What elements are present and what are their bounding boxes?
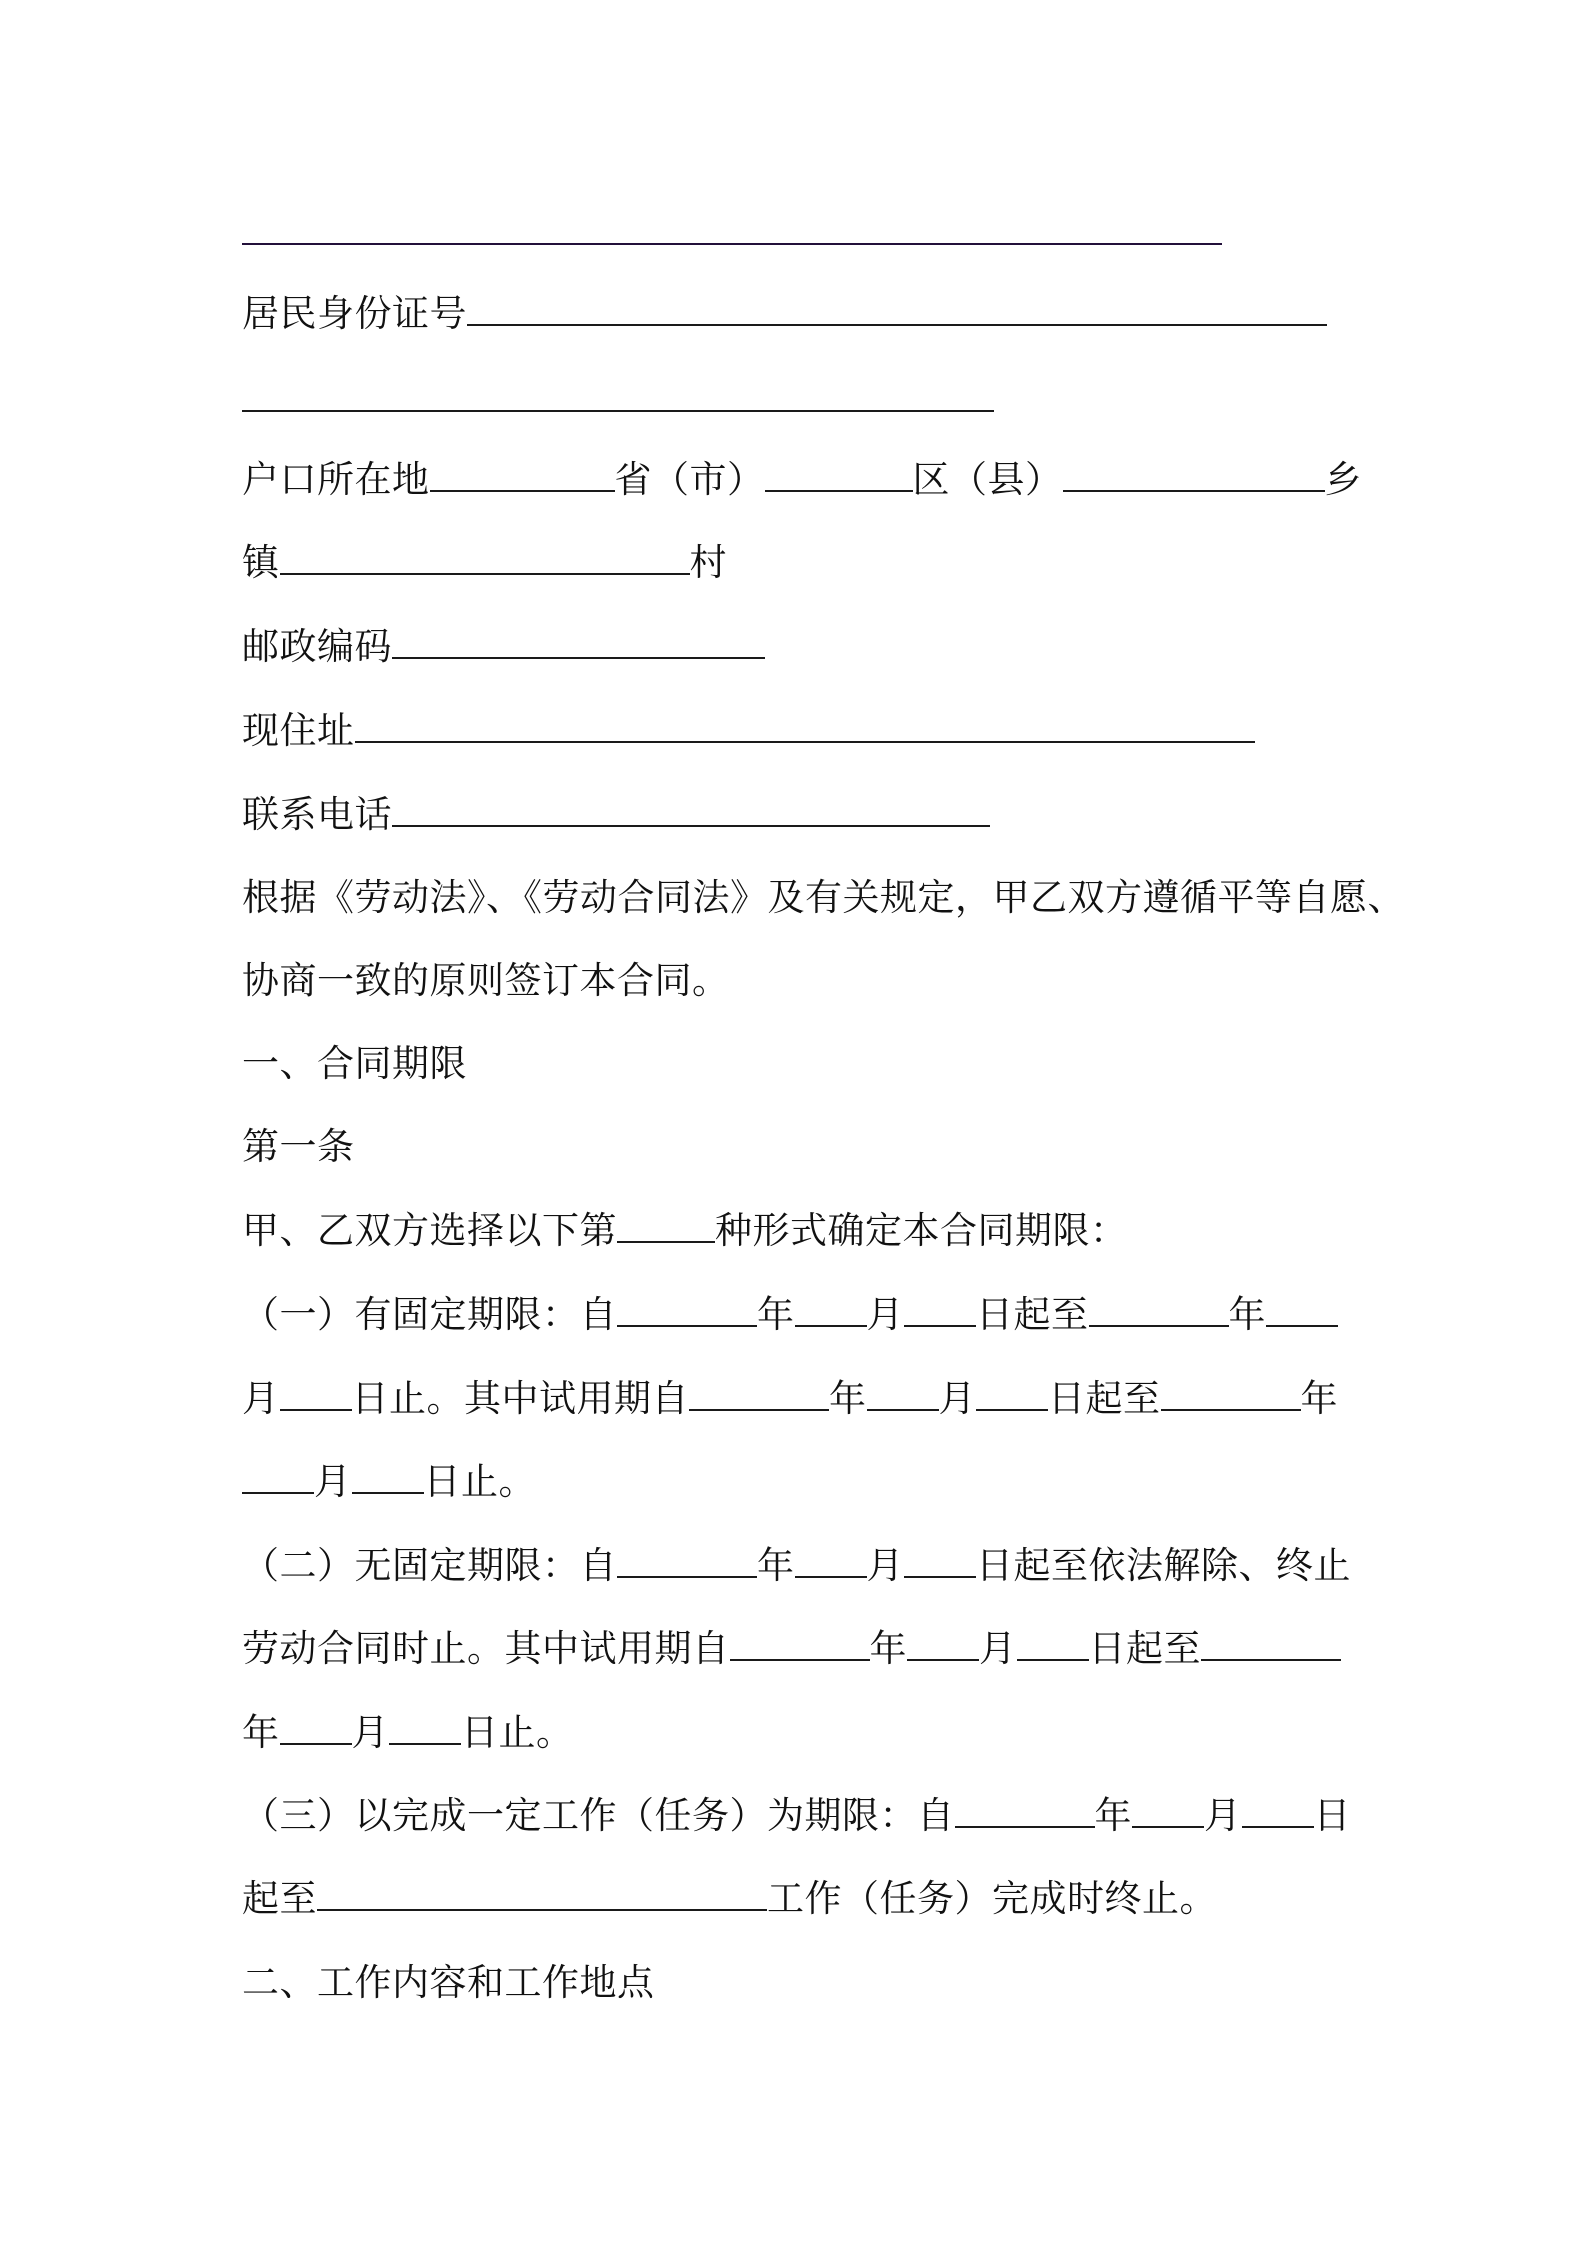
postal-line (242, 622, 765, 672)
township-line (242, 538, 727, 588)
open-term-line-1 (242, 1541, 1351, 1591)
open-trial-end-year-blank[interactable] (1201, 1658, 1341, 1661)
year-label: 年 (242, 1711, 280, 1754)
choose-text-b: 种形式确定本合同期限： (715, 1209, 1128, 1252)
blank-line (242, 243, 1222, 245)
phone-label: 联系电话 (242, 793, 392, 836)
year-label: 年 (1094, 1794, 1132, 1837)
form-choice-blank[interactable] (617, 1240, 715, 1243)
start-month-blank[interactable] (795, 1324, 867, 1327)
year-label: 年 (1228, 1293, 1266, 1336)
task-start-day-blank[interactable] (1242, 1825, 1314, 1828)
day-from-to-label: 日起至 (976, 1293, 1089, 1336)
section-1-title: 一、合同期限 (242, 1042, 467, 1085)
address-line (242, 706, 1255, 756)
trial-end-day-blank[interactable] (352, 1491, 424, 1494)
basis-line-2: 协商一致的原则签订本合同。 (242, 959, 730, 1002)
open-start-day-blank[interactable] (904, 1575, 976, 1578)
open-term-text: （二）无固定期限：自 (242, 1544, 617, 1587)
task-description-blank[interactable] (317, 1908, 767, 1911)
task-start-year-blank[interactable] (955, 1825, 1095, 1828)
year-label: 年 (1300, 1377, 1338, 1420)
choose-text-a: 甲、乙双方选择以下第 (242, 1209, 617, 1252)
blank-line (242, 410, 994, 412)
section-2-title: 二、工作内容和工作地点 (242, 1961, 655, 2004)
address-label: 现住址 (242, 709, 355, 752)
township-blank[interactable] (1063, 489, 1325, 492)
township-label-1: 乡 (1324, 458, 1362, 501)
month-label: 月 (1204, 1794, 1242, 1837)
trial-start-year-blank[interactable] (689, 1408, 829, 1411)
month-label: 月 (866, 1293, 904, 1336)
open-term-line-2 (242, 1624, 1341, 1674)
province-blank[interactable] (430, 489, 615, 492)
township-label-2: 镇 (242, 541, 280, 584)
address-blank[interactable] (355, 740, 1255, 743)
month-label: 月 (979, 1627, 1017, 1670)
id-number-label: 居民身份证号 (242, 292, 467, 335)
village-label: 村 (689, 541, 727, 584)
open-trial-end-day-blank[interactable] (389, 1742, 461, 1745)
article-1: 第一条 (242, 1125, 355, 1168)
day-end-trial-label: 日止。其中试用期自 (351, 1377, 689, 1420)
phone-blank[interactable] (392, 824, 990, 827)
open-trial-end-month-blank[interactable] (280, 1742, 352, 1745)
year-label: 年 (757, 1293, 795, 1336)
id-number-blank[interactable] (467, 323, 1327, 326)
day-end-label: 日止。 (461, 1711, 574, 1754)
fixed-term-line-3 (242, 1457, 536, 1507)
end-day-blank[interactable] (280, 1408, 352, 1411)
task-start-month-blank[interactable] (1132, 1825, 1204, 1828)
id-number-line (242, 289, 1327, 339)
day-label: 日 (1313, 1794, 1351, 1837)
day-from-to-label: 日起至 (1048, 1377, 1161, 1420)
trial-start-day-blank[interactable] (976, 1408, 1048, 1411)
phone-line (242, 790, 990, 840)
district-blank[interactable] (765, 489, 913, 492)
postal-blank[interactable] (392, 656, 765, 659)
month-label: 月 (938, 1377, 976, 1420)
day-end-label: 日止。 (423, 1460, 536, 1503)
open-term-text-c: 劳动合同时止。其中试用期自 (242, 1627, 730, 1670)
hukou-line (242, 455, 1362, 505)
trial-end-month-blank[interactable] (242, 1491, 314, 1494)
trial-end-year-blank[interactable] (1161, 1408, 1301, 1411)
open-trial-start-month-blank[interactable] (907, 1658, 979, 1661)
open-trial-start-year-blank[interactable] (730, 1658, 870, 1661)
fixed-term-line-2 (242, 1374, 1338, 1424)
fixed-term-text: （一）有固定期限：自 (242, 1293, 617, 1336)
fixed-term-line-1 (242, 1290, 1338, 1340)
basis-line-1: 根据《劳动法》、《劳动合同法》及有关规定，甲乙双方遵循平等自愿、 (242, 876, 1405, 919)
month-label: 月 (866, 1544, 904, 1587)
village-blank[interactable] (280, 572, 690, 575)
open-start-month-blank[interactable] (795, 1575, 867, 1578)
task-term-line-1 (242, 1791, 1351, 1841)
district-label: 区（县） (912, 458, 1063, 501)
year-label: 年 (757, 1544, 795, 1587)
hukou-label: 户口所在地 (242, 458, 430, 501)
month-label: 月 (351, 1711, 389, 1754)
task-end-text: 工作（任务）完成时终止。 (767, 1877, 1217, 1920)
year-label: 年 (869, 1627, 907, 1670)
open-start-year-blank[interactable] (617, 1575, 757, 1578)
province-label: 省（市） (614, 458, 765, 501)
task-term-line-2 (242, 1874, 1217, 1924)
day-from-to-label: 日起至 (1088, 1627, 1201, 1670)
month-label: 月 (314, 1460, 352, 1503)
trial-start-month-blank[interactable] (867, 1408, 939, 1411)
start-day-blank[interactable] (904, 1324, 976, 1327)
choose-line (242, 1206, 1128, 1256)
open-trial-start-day-blank[interactable] (1017, 1658, 1089, 1661)
open-term-text-b: 日起至依法解除、终止 (976, 1544, 1351, 1587)
end-month-blank[interactable] (1266, 1324, 1338, 1327)
open-term-line-3 (242, 1708, 574, 1758)
month-label: 月 (242, 1377, 280, 1420)
end-year-blank[interactable] (1089, 1324, 1229, 1327)
postal-label: 邮政编码 (242, 625, 392, 668)
start-year-blank[interactable] (617, 1324, 757, 1327)
task-from-label: 起至 (242, 1877, 317, 1920)
year-label: 年 (829, 1377, 867, 1420)
task-term-text: （三）以完成一定工作（任务）为期限：自 (242, 1794, 955, 1837)
